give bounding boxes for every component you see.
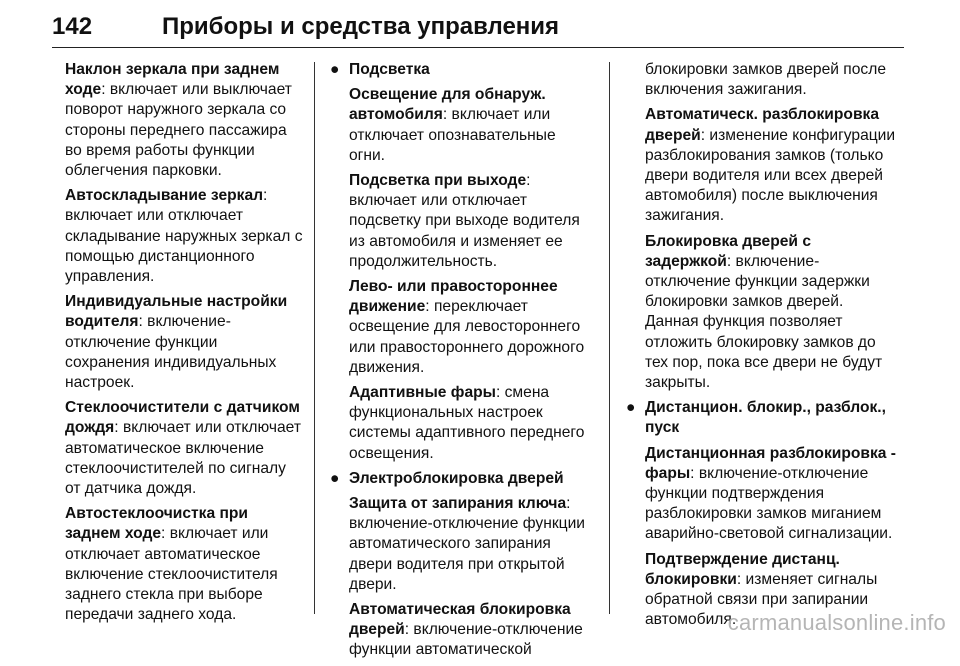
continued-text: блокировки замков дверей после включения зажигания.	[645, 61, 886, 99]
setting-description: : включает или отключает подсветку при выходе водителя из автомобиля и изменяет ее продолжительность.	[349, 172, 580, 270]
column-2	[330, 60, 592, 666]
setting-entry	[349, 600, 592, 661]
section-body	[626, 444, 896, 631]
section-heading-door-locks	[330, 469, 592, 489]
setting-description: : включение-отключение функции автоматической	[349, 621, 583, 659]
setting-entry	[349, 494, 592, 595]
setting-description: : включает или выключает поворот наружного зеркала со стороны переднего пассажира во время работы функции облегчения парковки.	[65, 81, 292, 180]
setting-entry	[645, 232, 896, 394]
column-1	[65, 60, 305, 630]
setting-entry	[645, 444, 896, 545]
setting-term: Подсветка при выходе	[349, 172, 527, 190]
section-label: Подсветка	[349, 61, 430, 78]
column-divider	[314, 62, 315, 614]
setting-term: Автоматическая блокировка дверей	[349, 601, 571, 639]
page-title: Приборы и средства управления	[162, 13, 560, 40]
setting-entry	[349, 85, 592, 166]
setting-term: Автоскладывание зеркал	[65, 187, 264, 205]
page-header	[52, 8, 904, 48]
setting-entry	[349, 171, 592, 272]
setting-entry	[65, 398, 305, 499]
setting-description: : включение-отключение функции задержки блокировки замков дверей. Данная функция позволяет отложить блокировку замков до тех пор, пока все двери не будут закрыты.	[645, 252, 883, 392]
bullet-icon: ●	[330, 61, 340, 78]
setting-term: Наклон зеркала при заднем ходе	[65, 61, 280, 99]
column-3	[626, 60, 896, 635]
setting-term: Освещение для обнаруж. автомобиля	[349, 86, 546, 124]
setting-entry	[65, 504, 305, 625]
setting-description: : изменяет сигналы обратной связи при запирании автомобиля.	[645, 570, 878, 629]
section-body	[330, 85, 592, 464]
page-number: 142	[52, 13, 93, 40]
section-label: Электроблокировка дверей	[349, 469, 564, 487]
setting-term: Лево- или правостороннее движение	[349, 278, 558, 316]
setting-term: Стеклоочистители с датчиком дождя	[65, 399, 300, 437]
section-heading-lighting	[330, 60, 592, 80]
setting-description: : включает или отключает складывание наружных зеркал с помощью дистанционного управления.	[65, 187, 303, 286]
setting-entry	[65, 60, 305, 181]
setting-entry	[349, 383, 592, 464]
section-heading-remote	[626, 398, 896, 438]
section-body	[626, 60, 896, 393]
setting-description: : включает или отключает автоматическое включение стеклоочистителя заднего стекла при выборе передачи заднего хода.	[65, 525, 278, 624]
setting-description: : включает или отключает автоматическое включение стеклоочистителей по сигналу от датчика дождя.	[65, 419, 301, 498]
setting-term: Адаптивные фары	[349, 384, 496, 402]
setting-description: : переключает освещение для левостороннего или правостороннего дорожного движения.	[349, 298, 585, 376]
setting-description: : включение-отключение функции автоматического запирания двери водителя при открытой двери.	[349, 495, 585, 593]
setting-term: Индивидуальные настройки водителя	[65, 293, 288, 331]
section-body	[330, 494, 592, 661]
section-label: Дистанцион. блокир., разблок., пуск	[645, 399, 886, 437]
setting-term: Дистанционная разблокировка - фары	[645, 444, 896, 482]
watermark: carmanualsonline.info	[727, 610, 946, 635]
setting-term: Блокировка дверей с задержкой	[645, 232, 812, 270]
setting-entry	[645, 105, 896, 226]
setting-entry	[65, 292, 305, 393]
setting-entry	[65, 186, 305, 287]
setting-entry	[349, 277, 592, 378]
setting-term: Автоматическ. разблокировка дверей	[645, 106, 880, 144]
setting-description: : включает или отключает опознавательные огни.	[349, 106, 556, 164]
setting-term: Защита от запирания ключа	[349, 495, 567, 513]
setting-description: : смена функциональных настроек системы адаптивного переднего освещения.	[349, 384, 585, 462]
setting-description: : включение-отключение функции сохранения индивидуальных настроек.	[65, 313, 277, 392]
setting-term: Подтверждение дистанц. блокировки	[645, 550, 840, 588]
column-divider	[609, 62, 610, 614]
setting-description: : включение-отключение функции подтверждения разблокировки замков миганием аварийно-световой сигнализации.	[645, 464, 893, 543]
bullet-icon: ●	[626, 399, 636, 417]
setting-description: : изменение конфигурации разблокирования замков (только двери водителя или всех дверей автомобиля) после выключения зажигания.	[645, 126, 896, 225]
setting-term: Автостеклоочистка при заднем ходе	[65, 505, 249, 543]
bullet-icon: ●	[330, 469, 340, 487]
